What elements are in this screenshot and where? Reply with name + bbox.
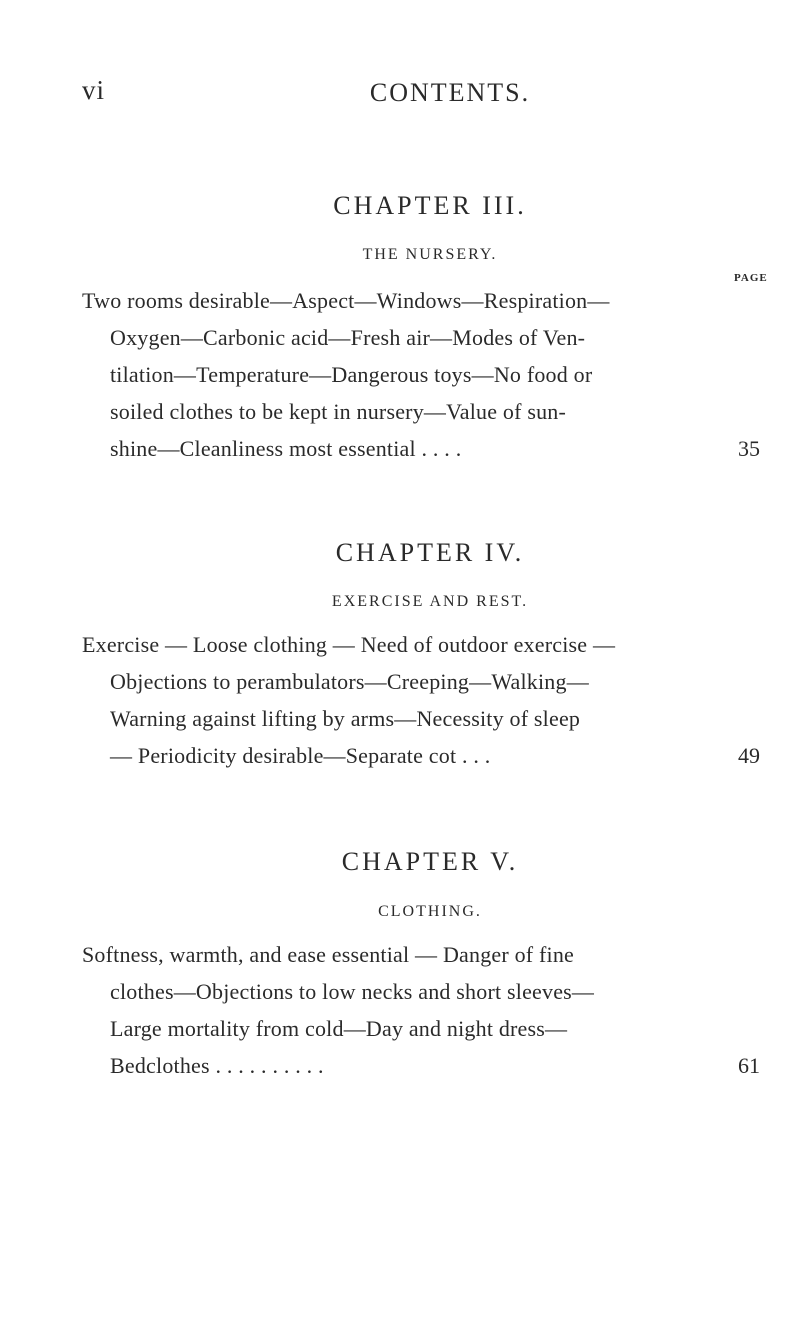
- page-reference: 35: [738, 436, 760, 461]
- chapter-subtitle: THE NURSERY.: [362, 246, 498, 263]
- contents-line: Bedclothes . . . . . . . . . .: [110, 1053, 324, 1078]
- chapter-heading: CHAPTER III.: [333, 191, 527, 220]
- running-head: CONTENTS.: [369, 78, 531, 107]
- chapter-subtitle: EXERCISE AND REST.: [331, 593, 529, 610]
- page-number: vi: [82, 75, 106, 105]
- contents-line: clothes—Objections to low necks and short sleeves—: [110, 979, 595, 1004]
- contents-line: — Periodicity desirable—Separate cot . . .: [110, 743, 491, 768]
- chapter-subtitle: CLOTHING.: [378, 903, 482, 920]
- contents-line: Warning against lifting by arms—Necessity of sleep: [110, 706, 581, 731]
- contents-line: Oxygen—Carbonic acid—Fresh air—Modes of Ven-: [110, 325, 586, 350]
- page-reference: 61: [738, 1053, 760, 1078]
- chapter-heading: CHAPTER V.: [341, 847, 519, 876]
- contents-line: Exercise — Loose clothing — Need of outdoor exercise —: [82, 632, 616, 657]
- chapter-heading: CHAPTER IV.: [335, 538, 525, 567]
- contents-line: tilation—Temperature—Dangerous toys—No food or: [110, 362, 593, 387]
- contents-line: soiled clothes to be kept in nursery—Value of sun-: [110, 399, 567, 424]
- contents-line: Large mortality from cold—Day and night dress—: [110, 1016, 568, 1041]
- page-reference: 49: [738, 743, 760, 768]
- contents-line: Softness, warmth, and ease essential — Danger of fine: [82, 942, 575, 967]
- contents-line: Two rooms desirable—Aspect—Windows—Respiration—: [82, 288, 610, 313]
- contents-line: shine—Cleanliness most essential . . . .: [110, 436, 462, 461]
- page-column-label: PAGE: [734, 272, 768, 284]
- contents-line: Objections to perambulators—Creeping—Walking—: [110, 669, 589, 694]
